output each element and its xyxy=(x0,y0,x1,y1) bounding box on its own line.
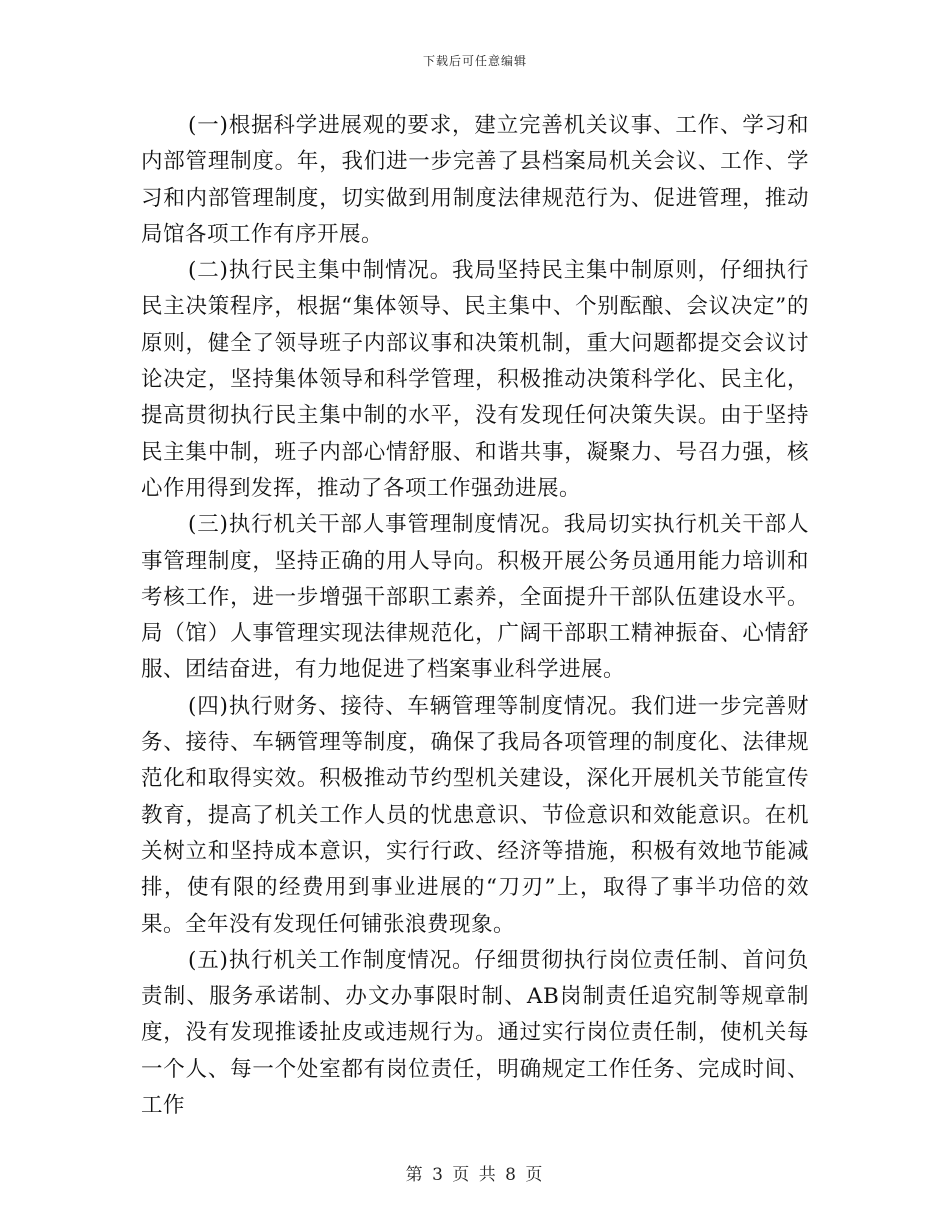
paragraph-2: (二)执行民主集中制情况。我局坚持民主集中制原则，仔细执行民主决策程序，根据“集体领导、民主集中、个别酝酿、会议决定”的原则，健全了领导班子内部议事和决策机制，重大问题都提交会议讨论决定，坚持集体领导和科学管理，积极推动决策科学化、民主化，提高贯彻执行民主集中制的水平，没有发现任何决策失误。由于坚持民主集中制，班子内部心情舒服、和谐共事，凝聚力、号召力强，核心作用得到发挥，推动了各项工作强劲进展。 xyxy=(141,258,809,501)
page-number-footer: 第 3 页 共 8 页 xyxy=(405,1165,545,1185)
paragraph-1: (一)根据科学进展观的要求，建立完善机关议事、工作、学习和内部管理制度。年，我们进一步完善了县档案局机关会议、工作、学习和内部管理制度，切实做到用制度法律规范行为、促进管理，推动局馆各项工作有序开展。 xyxy=(141,113,809,247)
paragraph-3: (三)执行机关干部人事管理制度情况。我局切实执行机关干部人事管理制度，坚持正确的用人导向。积极开展公务员通用能力培训和考核工作，进一步增强干部职工素养，全面提升干部队伍建设水平。局（馆）人事管理实现法律规范化，广阔干部职工精神振奋、心情舒服、团结奋进，有力地促进了档案事业科学进展。 xyxy=(141,512,809,683)
body-text xyxy=(141,108,809,1124)
page-header: 下载后可任意编辑 xyxy=(422,54,527,68)
paragraph-4: (四)执行财务、接待、车辆管理等制度情况。我们进一步完善财务、接待、车辆管理等制度，确保了我局各项管理的制度化、法律规范化和取得实效。积极推动节约型机关建设，深化开展机关节能宣传教育，提高了机关工作人员的忧患意识、节俭意识和效能意识。在机关树立和坚持成本意识，实行行政、经济等措施，积极有效地节能减排，使有限的经费用到事业进展的“刀刃”上，取得了事半功倍的效果。全年没有发现任何铺张浪费现象。 xyxy=(141,693,809,937)
paragraph-5: (五)执行机关工作制度情况。仔细贯彻执行岗位责任制、首问负责制、服务承诺制、办文办事限时制、AB岗制责任追究制等规章制度，没有发现推诿扯皮或违规行为。通过实行岗位责任制，使机关每一个人、每一个处室都有岗位责任，明确规定工作任务、完成时间、工作 xyxy=(141,947,809,1119)
